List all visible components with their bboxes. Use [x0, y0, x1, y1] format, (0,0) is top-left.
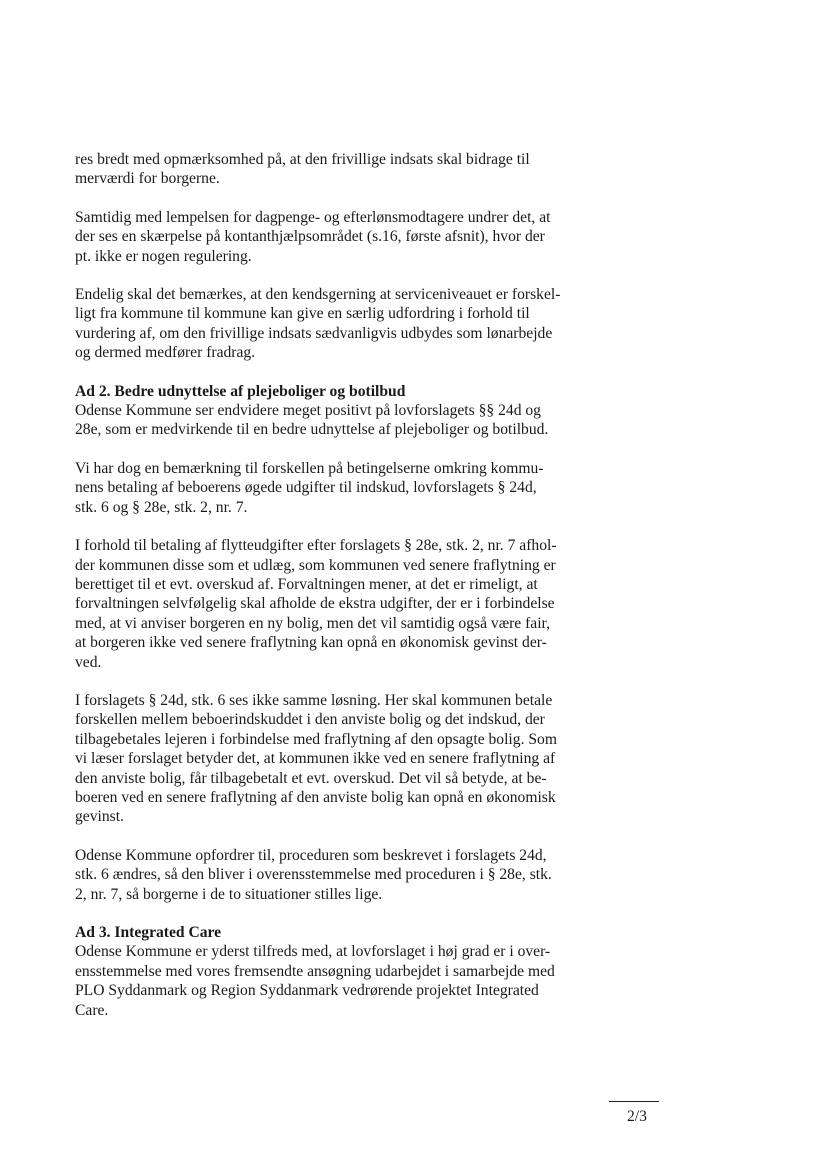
text-line: Care.: [75, 1001, 109, 1019]
text-line: nens betaling af beboerens øgede udgifter til indskud, lovforslagets § 24d,: [75, 479, 537, 497]
text-line: forskellen mellem beboerindskuddet i den anviste bolig og det indskud, der: [75, 711, 545, 729]
paragraph: [75, 459, 615, 517]
paragraph: [75, 150, 615, 189]
text-line: og dermed medfører fradrag.: [75, 344, 256, 362]
paragraph: [75, 691, 615, 827]
text-line: stk. 6 ændres, så den bliver i overensstemmelse med proceduren i § 28e, stk.: [75, 866, 552, 884]
text-line: PLO Syddanmark og Region Syddanmark vedrørende projektet Integrated: [75, 982, 539, 1000]
section-with-heading: [75, 923, 615, 1020]
text-line: gevinst.: [75, 808, 124, 826]
text-line: ved.: [75, 653, 102, 671]
paragraph: [75, 208, 615, 266]
text-line: res bredt med opmærksomhed på, at den frivillige indsats skal bidrage til: [75, 151, 530, 168]
text-line: stk. 6 og § 28e, stk. 2, nr. 7.: [75, 498, 248, 516]
text-line: at borgeren ikke ved senere fraflytning kan opnå en økonomisk gevinst der-: [75, 634, 547, 652]
text-line: Samtidig med lempelsen for dagpenge- og efterlønsmodtagere undrer det, at: [75, 208, 551, 226]
text-line: forvaltningen selvfølgelig skal afholde de ekstra udgifter, der er i forbindelse: [75, 595, 555, 613]
section-heading: Ad 3. Integrated Care: [75, 924, 222, 941]
text-line: Vi har dog en bemærkning til forskellen på betingelserne omkring kommu-: [75, 459, 544, 477]
text-line: berettiget til et evt. overskud af. Forvaltningen mener, at det er rimeligt, at: [75, 575, 538, 593]
section-heading: Ad 2. Bedre udnyttelse af plejeboliger og botilbud: [75, 382, 406, 400]
text-line: vurdering af, om den frivillige indsats sædvanligvis udbydes som lønarbejde: [75, 324, 553, 342]
text-line: I forhold til betaling af flytteudgifter efter forslagets § 28e, stk. 2, nr. 7 afhol-: [75, 537, 557, 555]
text-line: vi læser forslaget betyder det, at kommunen ikke ved en senere fraflytning af: [75, 750, 556, 768]
text-line: Odense Kommune ser endvidere meget positivt på lovforslagets §§ 24d og: [75, 402, 541, 420]
text-line: pt. ikke er nogen regulering.: [75, 247, 252, 265]
text-line: ensstemmelse med vores fremsendte ansøgning udarbejdet i samarbejde med: [75, 962, 555, 980]
text-line: ligt fra kommune til kommune kan give en særlig udfordring i forhold til: [75, 305, 530, 323]
text-line: tilbagebetales lejeren i forbindelse med fraflytning af den opsagte bolig. Som: [75, 730, 557, 748]
section-with-heading: [75, 382, 615, 440]
text-line: Endelig skal det bemærkes, at den kendsgerning at serviceniveauet er forskel-: [75, 286, 561, 304]
text-line: med, at vi anviser borgeren en ny bolig, men det vil samtidig også være fair,: [75, 614, 551, 632]
text-line: 2, nr. 7, så borgerne i de to situationer stilles lige.: [75, 885, 383, 903]
page-number: 2/3: [627, 1108, 647, 1125]
text-line: Odense Kommune er yderst tilfreds med, at lovforslaget i høj grad er i over-: [75, 943, 551, 961]
text-line: der ses en skærpelse på kontanthjælpsområdet (s.16, første afsnit), hvor der: [75, 228, 545, 246]
paragraph: [75, 536, 615, 672]
document-body: [75, 150, 615, 1039]
text-line: I forslagets § 24d, stk. 6 ses ikke samme løsning. Her skal kommunen betale: [75, 691, 553, 709]
text-line: merværdi for borgerne.: [75, 170, 220, 188]
text-line: Odense Kommune opfordrer til, proceduren som beskrevet i forslagets 24d,: [75, 846, 547, 864]
text-line: der kommunen disse som et udlæg, som kommunen ved senere fraflytning er: [75, 556, 556, 574]
paragraph: [75, 285, 615, 363]
text-line: boeren ved en senere fraflytning af den anviste bolig kan opnå en økonomisk: [75, 788, 556, 806]
text-line: 28e, som er medvirkende til en bedre udnyttelse af plejeboliger og botilbud.: [75, 421, 549, 439]
text-line: den anviste bolig, får tilbagebetalt et evt. overskud. Det vil så betyde, at be-: [75, 769, 547, 787]
footer-rule: [609, 1101, 659, 1102]
paragraph: [75, 846, 615, 904]
